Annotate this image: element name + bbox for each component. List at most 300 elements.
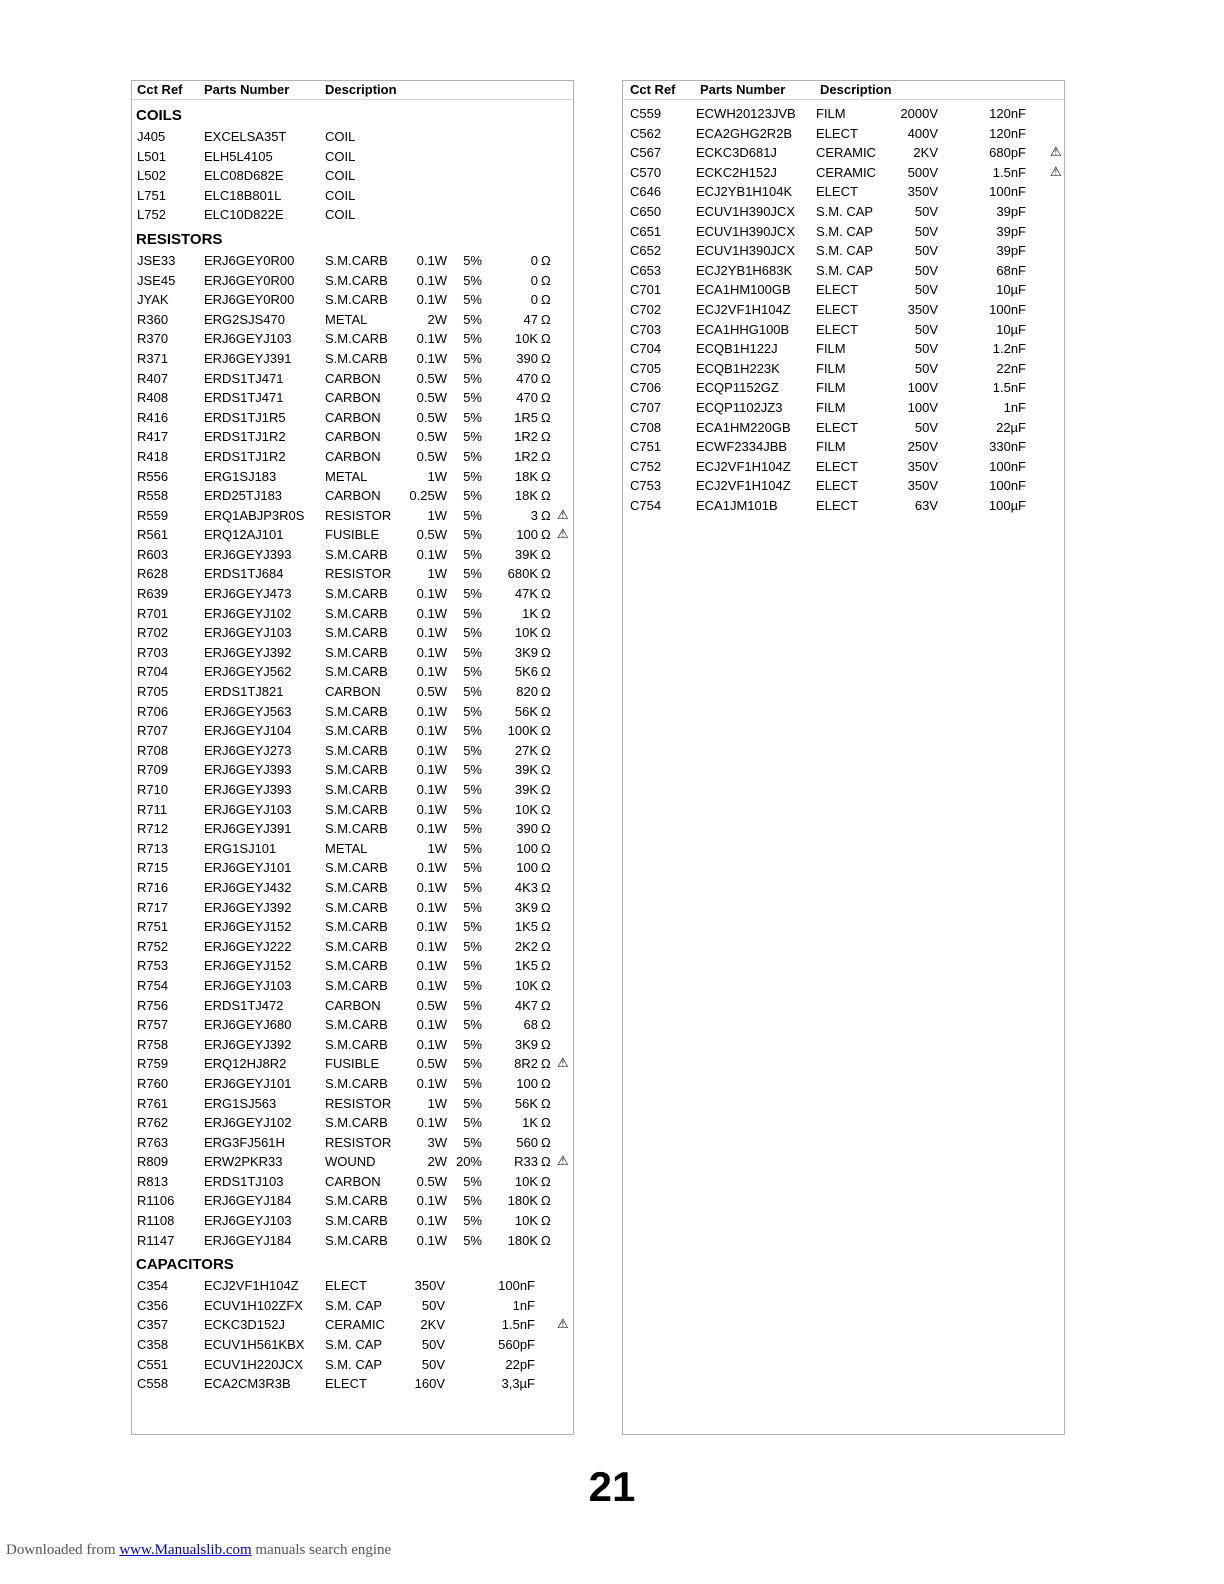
parts-number: ERJ6GEY0R00 bbox=[204, 252, 295, 268]
parts-number: ECA1HHG100B bbox=[696, 321, 790, 337]
voltage-rating: 500V bbox=[907, 164, 938, 180]
tolerance: 5% bbox=[463, 1193, 482, 1209]
resistance-value: 0 bbox=[530, 272, 538, 288]
resistance-value: 3K9 bbox=[514, 899, 538, 915]
resistor-row bbox=[132, 290, 573, 310]
ohm-unit: Ω bbox=[541, 919, 551, 935]
tolerance: 5% bbox=[463, 1115, 482, 1131]
parts-number: ERJ6GEYJ680 bbox=[204, 1017, 292, 1033]
cct-ref: R763 bbox=[137, 1134, 169, 1150]
parts-number: ECA1HM220GB bbox=[696, 419, 791, 435]
capacitance-value: 39pF bbox=[996, 223, 1026, 239]
parts-number: ERDS1TJ1R2 bbox=[204, 448, 286, 464]
cct-ref: R711 bbox=[137, 801, 168, 817]
cct-ref: C707 bbox=[630, 399, 662, 415]
resistor-row bbox=[132, 780, 573, 800]
power-rating: 0.1W bbox=[416, 664, 447, 680]
resistance-value: 100 bbox=[516, 860, 538, 876]
coil-row bbox=[132, 147, 573, 167]
description: S.M.CARB bbox=[325, 586, 388, 602]
cct-ref: R761 bbox=[137, 1095, 169, 1111]
parts-number: ERDS1TJ1R5 bbox=[204, 409, 286, 425]
resistance-value: 39K bbox=[514, 546, 538, 562]
power-rating: 0.1W bbox=[416, 252, 447, 268]
ohm-unit: Ω bbox=[541, 546, 551, 562]
ohm-unit: Ω bbox=[541, 1017, 551, 1033]
cct-ref: R757 bbox=[137, 1017, 169, 1033]
resistor-row bbox=[132, 702, 573, 722]
ohm-unit: Ω bbox=[541, 1154, 551, 1170]
parts-number: ECUV1H220JCX bbox=[204, 1356, 303, 1372]
safety-warning-icon: ⚠ bbox=[1050, 163, 1062, 179]
resistor-row bbox=[132, 1035, 573, 1055]
capacitance-value: 68nF bbox=[996, 262, 1026, 278]
resistance-value: 1K bbox=[522, 1115, 538, 1131]
voltage-rating: 2KV bbox=[913, 145, 938, 161]
section-title-resistors: RESISTORS bbox=[136, 230, 223, 248]
voltage-rating: 50V bbox=[914, 341, 938, 357]
resistor-row bbox=[132, 839, 573, 859]
parts-number: ERG2SJS470 bbox=[204, 311, 285, 327]
capacitor-row bbox=[132, 1315, 573, 1335]
tolerance: 5% bbox=[463, 1134, 482, 1150]
capacitors-list-left bbox=[132, 1276, 573, 1394]
ohm-unit: Ω bbox=[541, 488, 551, 504]
description: FILM bbox=[816, 380, 846, 396]
description: S.M.CARB bbox=[325, 546, 388, 562]
ohm-unit: Ω bbox=[541, 1036, 551, 1052]
cct-ref: C558 bbox=[137, 1376, 169, 1392]
manualslib-link[interactable]: www.Manualslib.com bbox=[119, 1542, 252, 1558]
description: S.M.CARB bbox=[325, 605, 388, 621]
cct-ref: R717 bbox=[137, 899, 169, 915]
cct-ref: R556 bbox=[137, 468, 169, 484]
cct-ref: R708 bbox=[137, 742, 169, 758]
parts-number: ERJ6GEYJ562 bbox=[204, 664, 292, 680]
cct-ref: C562 bbox=[630, 125, 662, 141]
voltage-rating: 250V bbox=[907, 439, 938, 455]
cct-ref: R756 bbox=[137, 997, 169, 1013]
tolerance: 5% bbox=[463, 409, 482, 425]
voltage-rating: 350V bbox=[907, 478, 938, 494]
tolerance: 5% bbox=[463, 429, 482, 445]
capacitance-value: 1nF bbox=[1003, 399, 1026, 415]
parts-number: ERJ6GEYJ152 bbox=[204, 958, 292, 974]
description: S.M. CAP bbox=[816, 262, 874, 278]
right-table-header bbox=[623, 81, 1064, 100]
cct-ref: R701 bbox=[137, 605, 169, 621]
parts-number: ECUV1H561KBX bbox=[204, 1337, 305, 1353]
resistance-value: 2K2 bbox=[514, 938, 538, 954]
cct-ref: R754 bbox=[137, 977, 169, 993]
description: S.M.CARB bbox=[325, 977, 388, 993]
tolerance: 5% bbox=[463, 782, 482, 797]
capacitor-row bbox=[132, 1276, 573, 1296]
cct-ref: R370 bbox=[137, 331, 169, 347]
tolerance: 5% bbox=[463, 488, 482, 504]
cct-ref: C754 bbox=[630, 497, 662, 513]
voltage-rating: 50V bbox=[421, 1356, 445, 1372]
parts-number: ERJ6GEY0R00 bbox=[204, 272, 295, 288]
cct-ref: C356 bbox=[137, 1297, 169, 1313]
description: S.M.CARB bbox=[325, 1232, 388, 1248]
description: S.M. CAP bbox=[816, 203, 874, 219]
voltage-rating: 50V bbox=[914, 282, 938, 298]
capacitor-row bbox=[623, 182, 1064, 202]
parts-number: ERJ6GEYJ392 bbox=[204, 899, 292, 915]
parts-number: ECA1JM101B bbox=[696, 497, 778, 513]
description: S.M. CAP bbox=[816, 223, 874, 239]
ohm-unit: Ω bbox=[541, 448, 551, 464]
parts-number: ERJ6GEYJ101 bbox=[204, 1075, 292, 1091]
parts-number: ERJ6GEYJ102 bbox=[204, 605, 292, 621]
description: RESISTOR bbox=[325, 566, 392, 582]
ohm-unit: Ω bbox=[541, 1173, 551, 1189]
ohm-unit: Ω bbox=[541, 684, 551, 700]
safety-warning-icon: ⚠ bbox=[557, 1153, 569, 1169]
capacitance-value: 560pF bbox=[498, 1337, 535, 1353]
description: S.M. CAP bbox=[325, 1297, 383, 1313]
coil-row bbox=[132, 186, 573, 206]
resistor-row bbox=[132, 937, 573, 957]
capacitance-value: 1.2nF bbox=[992, 341, 1026, 357]
capacitance-value: 1.5nF bbox=[992, 380, 1026, 396]
parts-number: ECKC2H152J bbox=[696, 164, 777, 180]
capacitor-row bbox=[623, 320, 1064, 340]
parts-number: ERD25TJ183 bbox=[204, 488, 283, 504]
parts-number: ELC10D822E bbox=[204, 207, 284, 223]
ohm-unit: Ω bbox=[541, 1193, 551, 1209]
coil-row bbox=[132, 127, 573, 147]
resistor-row bbox=[132, 486, 573, 506]
tolerance: 5% bbox=[463, 1017, 482, 1033]
ohm-unit: Ω bbox=[541, 1075, 551, 1091]
ohm-unit: Ω bbox=[541, 840, 551, 856]
ohm-unit: Ω bbox=[541, 782, 551, 797]
power-rating: 0.1W bbox=[416, 723, 447, 739]
parts-number: ECUV1H390JCX bbox=[696, 223, 795, 239]
power-rating: 0.1W bbox=[416, 860, 447, 876]
resistor-row bbox=[132, 329, 573, 349]
cct-ref: C567 bbox=[630, 145, 662, 161]
resistor-row bbox=[132, 760, 573, 780]
voltage-rating: 350V bbox=[414, 1278, 445, 1294]
capacitance-value: 100nF bbox=[989, 458, 1026, 474]
ohm-unit: Ω bbox=[541, 292, 551, 308]
cct-ref: JSE45 bbox=[137, 272, 176, 288]
description: S.M.CARB bbox=[325, 860, 388, 876]
capacitor-row bbox=[623, 280, 1064, 300]
ohm-unit: Ω bbox=[541, 938, 551, 954]
power-rating: 0.1W bbox=[416, 742, 447, 758]
coil-row bbox=[132, 166, 573, 186]
parts-number: ERDS1TJ821 bbox=[204, 684, 284, 700]
tolerance: 5% bbox=[463, 586, 482, 602]
voltage-rating: 350V bbox=[907, 458, 938, 474]
description: S.M.CARB bbox=[325, 782, 388, 797]
tolerance: 5% bbox=[463, 958, 482, 974]
description: S.M.CARB bbox=[325, 938, 388, 954]
cct-ref: R639 bbox=[137, 586, 169, 602]
resistance-value: 0 bbox=[530, 292, 538, 308]
description: S.M.CARB bbox=[325, 879, 388, 895]
voltage-rating: 50V bbox=[914, 223, 938, 239]
tolerance: 5% bbox=[463, 390, 482, 406]
parts-number: ECJ2VF1H104Z bbox=[696, 458, 791, 474]
voltage-rating: 350V bbox=[907, 184, 938, 200]
coils-list bbox=[132, 127, 573, 225]
ohm-unit: Ω bbox=[541, 879, 551, 895]
description: CARBON bbox=[325, 429, 381, 445]
description: S.M.CARB bbox=[325, 919, 388, 935]
capacitance-value: 39pF bbox=[996, 203, 1026, 219]
description: WOUND bbox=[325, 1154, 376, 1170]
tolerance: 5% bbox=[463, 644, 482, 660]
description: S.M. CAP bbox=[325, 1356, 383, 1372]
resistance-value: 3 bbox=[530, 507, 538, 523]
parts-number: ERJ6GEYJ104 bbox=[204, 723, 292, 739]
voltage-rating: 50V bbox=[914, 321, 938, 337]
resistor-row bbox=[132, 1231, 573, 1251]
power-rating: 1W bbox=[427, 840, 447, 856]
power-rating: 0.1W bbox=[416, 1213, 447, 1229]
description: CARBON bbox=[325, 409, 381, 425]
description: FILM bbox=[816, 399, 846, 415]
parts-number: ECUV1H390JCX bbox=[696, 243, 795, 259]
capacitor-row bbox=[623, 418, 1064, 438]
cct-ref: C354 bbox=[137, 1278, 169, 1294]
power-rating: 0.25W bbox=[409, 488, 447, 504]
description: FUSIBLE bbox=[325, 1056, 380, 1072]
parts-number: ERJ6GEYJ103 bbox=[204, 801, 292, 817]
capacitor-row bbox=[132, 1374, 573, 1394]
ohm-unit: Ω bbox=[541, 742, 551, 758]
power-rating: 0.5W bbox=[416, 1173, 447, 1189]
description: COIL bbox=[325, 207, 356, 223]
tolerance: 5% bbox=[463, 1036, 482, 1052]
tolerance: 5% bbox=[463, 625, 482, 641]
description: S.M. CAP bbox=[325, 1337, 383, 1353]
resistor-row bbox=[132, 408, 573, 428]
capacitance-value: 100nF bbox=[989, 184, 1026, 200]
cct-ref: R702 bbox=[137, 625, 169, 641]
parts-number: ECQP1152GZ bbox=[696, 380, 779, 396]
cct-ref: R603 bbox=[137, 546, 169, 562]
parts-number: ERJ6GEYJ432 bbox=[204, 879, 292, 895]
power-rating: 3W bbox=[427, 1134, 447, 1150]
resistor-row bbox=[132, 545, 573, 565]
resistance-value: 18K bbox=[514, 468, 538, 484]
resistance-value: 680K bbox=[507, 566, 538, 582]
cct-ref: C551 bbox=[137, 1356, 169, 1372]
resistance-value: 56K bbox=[514, 703, 538, 719]
parts-number: ECA2GHG2R2B bbox=[696, 125, 793, 141]
cct-ref: R712 bbox=[137, 821, 169, 837]
cct-ref: R705 bbox=[137, 684, 169, 700]
cct-ref: C708 bbox=[630, 419, 662, 435]
resistance-value: 390 bbox=[516, 350, 538, 366]
power-rating: 0.5W bbox=[416, 527, 447, 543]
parts-number: ERDS1TJ684 bbox=[204, 566, 284, 582]
voltage-rating: 50V bbox=[914, 203, 938, 219]
tolerance: 5% bbox=[463, 1232, 482, 1248]
power-rating: 0.1W bbox=[416, 1115, 447, 1131]
parts-number: ERJ6GEYJ392 bbox=[204, 644, 292, 660]
cct-ref: R558 bbox=[137, 488, 169, 504]
page-number: 21 bbox=[588, 1463, 636, 1510]
cct-ref: L751 bbox=[137, 187, 166, 203]
ohm-unit: Ω bbox=[541, 625, 551, 641]
description: S.M.CARB bbox=[325, 821, 388, 837]
resistor-row bbox=[132, 427, 573, 447]
description: COIL bbox=[325, 187, 356, 203]
resistor-row bbox=[132, 584, 573, 604]
cct-ref: JYAK bbox=[137, 292, 169, 308]
power-rating: 0.1W bbox=[416, 605, 447, 621]
description: S.M.CARB bbox=[325, 742, 388, 758]
description: S.M.CARB bbox=[325, 1036, 388, 1052]
ohm-unit: Ω bbox=[541, 1213, 551, 1229]
description: RESISTOR bbox=[325, 507, 392, 523]
tolerance: 5% bbox=[463, 1075, 482, 1091]
parts-number: ECUV1H390JCX bbox=[696, 203, 795, 219]
tolerance: 5% bbox=[463, 507, 482, 523]
cct-ref: R710 bbox=[137, 782, 169, 797]
cct-ref: R716 bbox=[137, 879, 169, 895]
resistance-value: 39K bbox=[514, 782, 538, 797]
parts-number: ECWF2334JBB bbox=[696, 439, 788, 455]
resistance-value: 1K bbox=[522, 605, 538, 621]
capacitor-row bbox=[623, 457, 1064, 477]
description: CARBON bbox=[325, 448, 381, 464]
footer-prefix: Downloaded from bbox=[6, 1542, 120, 1558]
parts-number: ERJ6GEYJ392 bbox=[204, 1036, 292, 1052]
capacitance-value: 120nF bbox=[989, 125, 1026, 141]
parts-number: ERG1SJ183 bbox=[204, 468, 277, 484]
parts-number: ERJ6GEYJ184 bbox=[204, 1193, 292, 1209]
description: ELECT bbox=[816, 321, 858, 337]
footer-suffix: manuals search engine bbox=[251, 1542, 392, 1558]
resistor-row bbox=[132, 447, 573, 467]
power-rating: 0.1W bbox=[416, 879, 447, 895]
tolerance: 5% bbox=[463, 527, 482, 543]
voltage-rating: 50V bbox=[421, 1297, 445, 1313]
cct-ref: R703 bbox=[137, 644, 169, 660]
tolerance: 5% bbox=[463, 546, 482, 562]
parts-number: EXCELSA35T bbox=[204, 129, 287, 144]
resistor-row bbox=[132, 623, 573, 643]
resistor-row bbox=[132, 1015, 573, 1035]
cct-ref: R628 bbox=[137, 566, 169, 582]
ohm-unit: Ω bbox=[541, 762, 551, 778]
cct-ref: R1108 bbox=[137, 1213, 175, 1229]
capacitor-row bbox=[132, 1335, 573, 1355]
power-rating: 0.1W bbox=[416, 1232, 447, 1248]
voltage-rating: 400V bbox=[907, 125, 938, 141]
resistor-row bbox=[132, 369, 573, 389]
parts-number: ECQB1H223K bbox=[696, 360, 780, 376]
capacitance-value: 1.5nF bbox=[501, 1317, 535, 1333]
cct-ref: C753 bbox=[630, 478, 662, 494]
cct-ref: R561 bbox=[137, 527, 169, 543]
resistor-row bbox=[132, 564, 573, 584]
description: FILM bbox=[816, 360, 846, 376]
ohm-unit: Ω bbox=[541, 331, 551, 347]
description: ELECT bbox=[816, 478, 858, 494]
cct-ref: R753 bbox=[137, 958, 169, 974]
resistor-row bbox=[132, 858, 573, 878]
resistance-value: 180K bbox=[507, 1193, 538, 1209]
capacitance-value: 1nF bbox=[512, 1297, 535, 1313]
capacitance-value: 120nF bbox=[989, 106, 1026, 121]
capacitance-value: 39pF bbox=[996, 243, 1026, 259]
power-rating: 1W bbox=[427, 507, 447, 523]
description: S.M.CARB bbox=[325, 723, 388, 739]
ohm-unit: Ω bbox=[541, 605, 551, 621]
capacitor-row bbox=[623, 202, 1064, 222]
description: ELECT bbox=[816, 301, 858, 317]
tolerance: 5% bbox=[463, 703, 482, 719]
ohm-unit: Ω bbox=[541, 1115, 551, 1131]
resistance-value: 4K3 bbox=[514, 879, 538, 895]
resistance-value: 100 bbox=[516, 1075, 538, 1091]
description: RESISTOR bbox=[325, 1134, 392, 1150]
description: CARBON bbox=[325, 1173, 381, 1189]
description: FILM bbox=[816, 106, 846, 121]
description: CERAMIC bbox=[816, 145, 876, 161]
capacitor-row bbox=[623, 339, 1064, 359]
capacitance-value: 22pF bbox=[505, 1356, 535, 1372]
resistor-row bbox=[132, 1152, 573, 1172]
parts-number: ECJ2YB1H104K bbox=[696, 184, 793, 200]
resistance-value: 10K bbox=[514, 1173, 538, 1189]
resistor-row bbox=[132, 1191, 573, 1211]
section-title-coils: COILS bbox=[136, 107, 182, 124]
parts-number: ECKC3D152J bbox=[204, 1317, 285, 1333]
voltage-rating: 50V bbox=[914, 243, 938, 259]
capacitance-value: 22µF bbox=[996, 419, 1026, 435]
voltage-rating: 63V bbox=[914, 497, 938, 513]
voltage-rating: 160V bbox=[414, 1376, 445, 1392]
cct-ref: R813 bbox=[137, 1173, 169, 1189]
ohm-unit: Ω bbox=[541, 860, 551, 876]
voltage-rating: 50V bbox=[914, 262, 938, 278]
resistance-value: 100K bbox=[507, 723, 538, 739]
parts-number: ECKC3D681J bbox=[696, 145, 777, 161]
description: CARBON bbox=[325, 488, 381, 504]
tolerance: 5% bbox=[463, 997, 482, 1013]
safety-warning-icon: ⚠ bbox=[557, 526, 569, 542]
capacitance-value: 100nF bbox=[989, 301, 1026, 317]
description: COIL bbox=[325, 148, 356, 164]
description: S.M.CARB bbox=[325, 252, 388, 268]
cct-ref: L501 bbox=[137, 148, 166, 164]
parts-number: ECJ2VF1H104Z bbox=[204, 1278, 299, 1294]
resistor-row bbox=[132, 310, 573, 330]
parts-number: ELC08D682E bbox=[204, 168, 284, 184]
capacitor-row bbox=[132, 1296, 573, 1316]
header-description: Description bbox=[325, 82, 397, 97]
resistance-value: 47 bbox=[523, 311, 538, 327]
parts-number: ERJ6GEYJ391 bbox=[204, 821, 292, 837]
capacitor-row bbox=[623, 163, 1064, 183]
parts-number: ECQP1102JZ3 bbox=[696, 399, 783, 415]
parts-number: ERJ6GEYJ563 bbox=[204, 703, 292, 719]
resistance-value: 4K7 bbox=[514, 997, 538, 1013]
power-rating: 0.1W bbox=[416, 782, 447, 797]
cct-ref: R809 bbox=[137, 1154, 169, 1170]
resistance-value: 10K bbox=[514, 331, 538, 347]
